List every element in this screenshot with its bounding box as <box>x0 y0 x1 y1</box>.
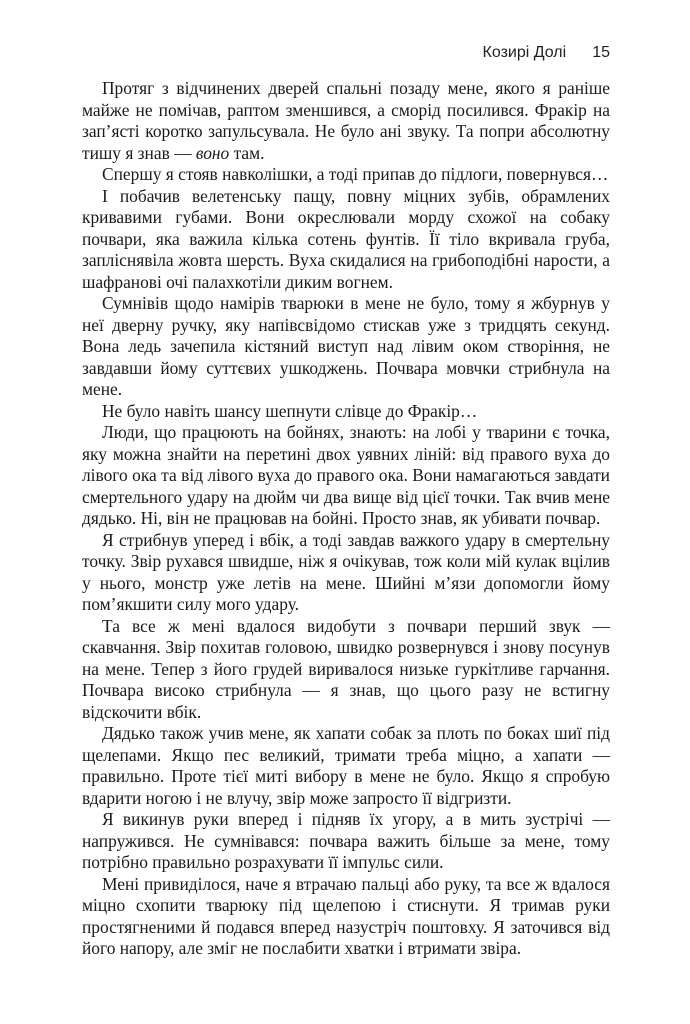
paragraph: Я стрибнув уперед і вбік, а тоді завдав важкого удару в смертельну точку. Звір рухався швидше, ніж я очікував, тож коли мій кулак вцілив у нього, монстр уже летів на мене. Шийні м’язи допомогли йому пом’якшити силу мого удару. <box>82 529 610 614</box>
paragraph: Дядько також учив мене, як хапати собак за плоть по боках шиї під щелепами. Якщо пес великий, тримати треба міцно, а хапати — правильно. Проте тієї миті вибору в мене не було. Якщо я спробую вдарити ногою і не влучу, звір може запросто її відгризти. <box>82 723 610 808</box>
page-number: 15 <box>592 44 610 61</box>
paragraph: Люди, що працюють на бойнях, знають: на лобі у тварини є точка, яку можна знайти на перетині двох уявних ліній: від правого вуха до лівого ока та від лівого вуха до правого ока. Вони намагаються завдати смертельного удару на дюйм чи два вище від цієї точки. Так вчив мене дядько. Ні, він не працював на бойні. Просто знав, як убивати почвар. <box>82 422 610 528</box>
paragraph: Мені привиділося, наче я втрачаю пальці або руку, та все ж вдалося міцно схопити тварюку під щелепою і стиснути. Я тримав руки простягненими й подався вперед назустріч поштовху. Я заточився від його напору, але зміг не послабити хватки і втримати звіра. <box>82 873 610 958</box>
paragraph: Я викинув руки вперед і підняв їх угору, а в мить зустрічі — напружився. Не сумнівався: почвара важить більше за мене, тому потрібно правильно розрахувати її імпульс сили. <box>82 809 610 872</box>
emphasis: воно <box>195 142 230 163</box>
paragraph: Спершу я стояв навколішки, а тоді припав до підлоги, повернувся… <box>102 164 609 184</box>
body-text <box>82 78 610 960</box>
running-title: Козирі Долі <box>482 44 567 61</box>
paragraph: Та все ж мені вдалося видобути з почвари перший звук — скавчання. Звір похитав головою, швидко розвернувся і знову посунув на мене. Тепер з його грудей виривалося низьке гуркітливе гарчання. Почвара високо стрибнула — я знав, що цього разу не встигну відскочити вбік. <box>82 615 610 722</box>
paragraph: Протяг з відчинених дверей спальні позаду мене, якого я раніше майже не помічав, раптом зменшився, а сморід посилився. Фракір на зап’ясті коротко запульсувала. Не було ані звуку. Та попри абсолютну тишу я знав — воно там. <box>82 78 610 163</box>
paragraph: І побачив велетенську пащу, повну міцних зубів, обрамлених кривавими губами. Вони окреслювали морду схожої на собаку почвари, яка важила кілька сотень фунтів. Її тіло вкривала груба, запліснявіла жовта шерсть. Вуха скидалися на грибоподібні нарости, а шафранові очі палахкотіли диким вогнем. <box>82 185 610 292</box>
paragraph: Сумнівів щодо намірів тварюки в мене не було, тому я жбурнув у неї дверну ручку, яку напівсвідомо стискав уже з тридцять секунд. Вона ледь зачепила кістяний виступ над лівим оком створіння, не завдавши йому суттєвих ушкоджень. Почвара мовчки стрибнула на мене. <box>82 293 610 399</box>
page-header <box>483 44 610 62</box>
paragraph: Не було навіть шансу шепнути слівце до Фракір… <box>102 400 478 421</box>
